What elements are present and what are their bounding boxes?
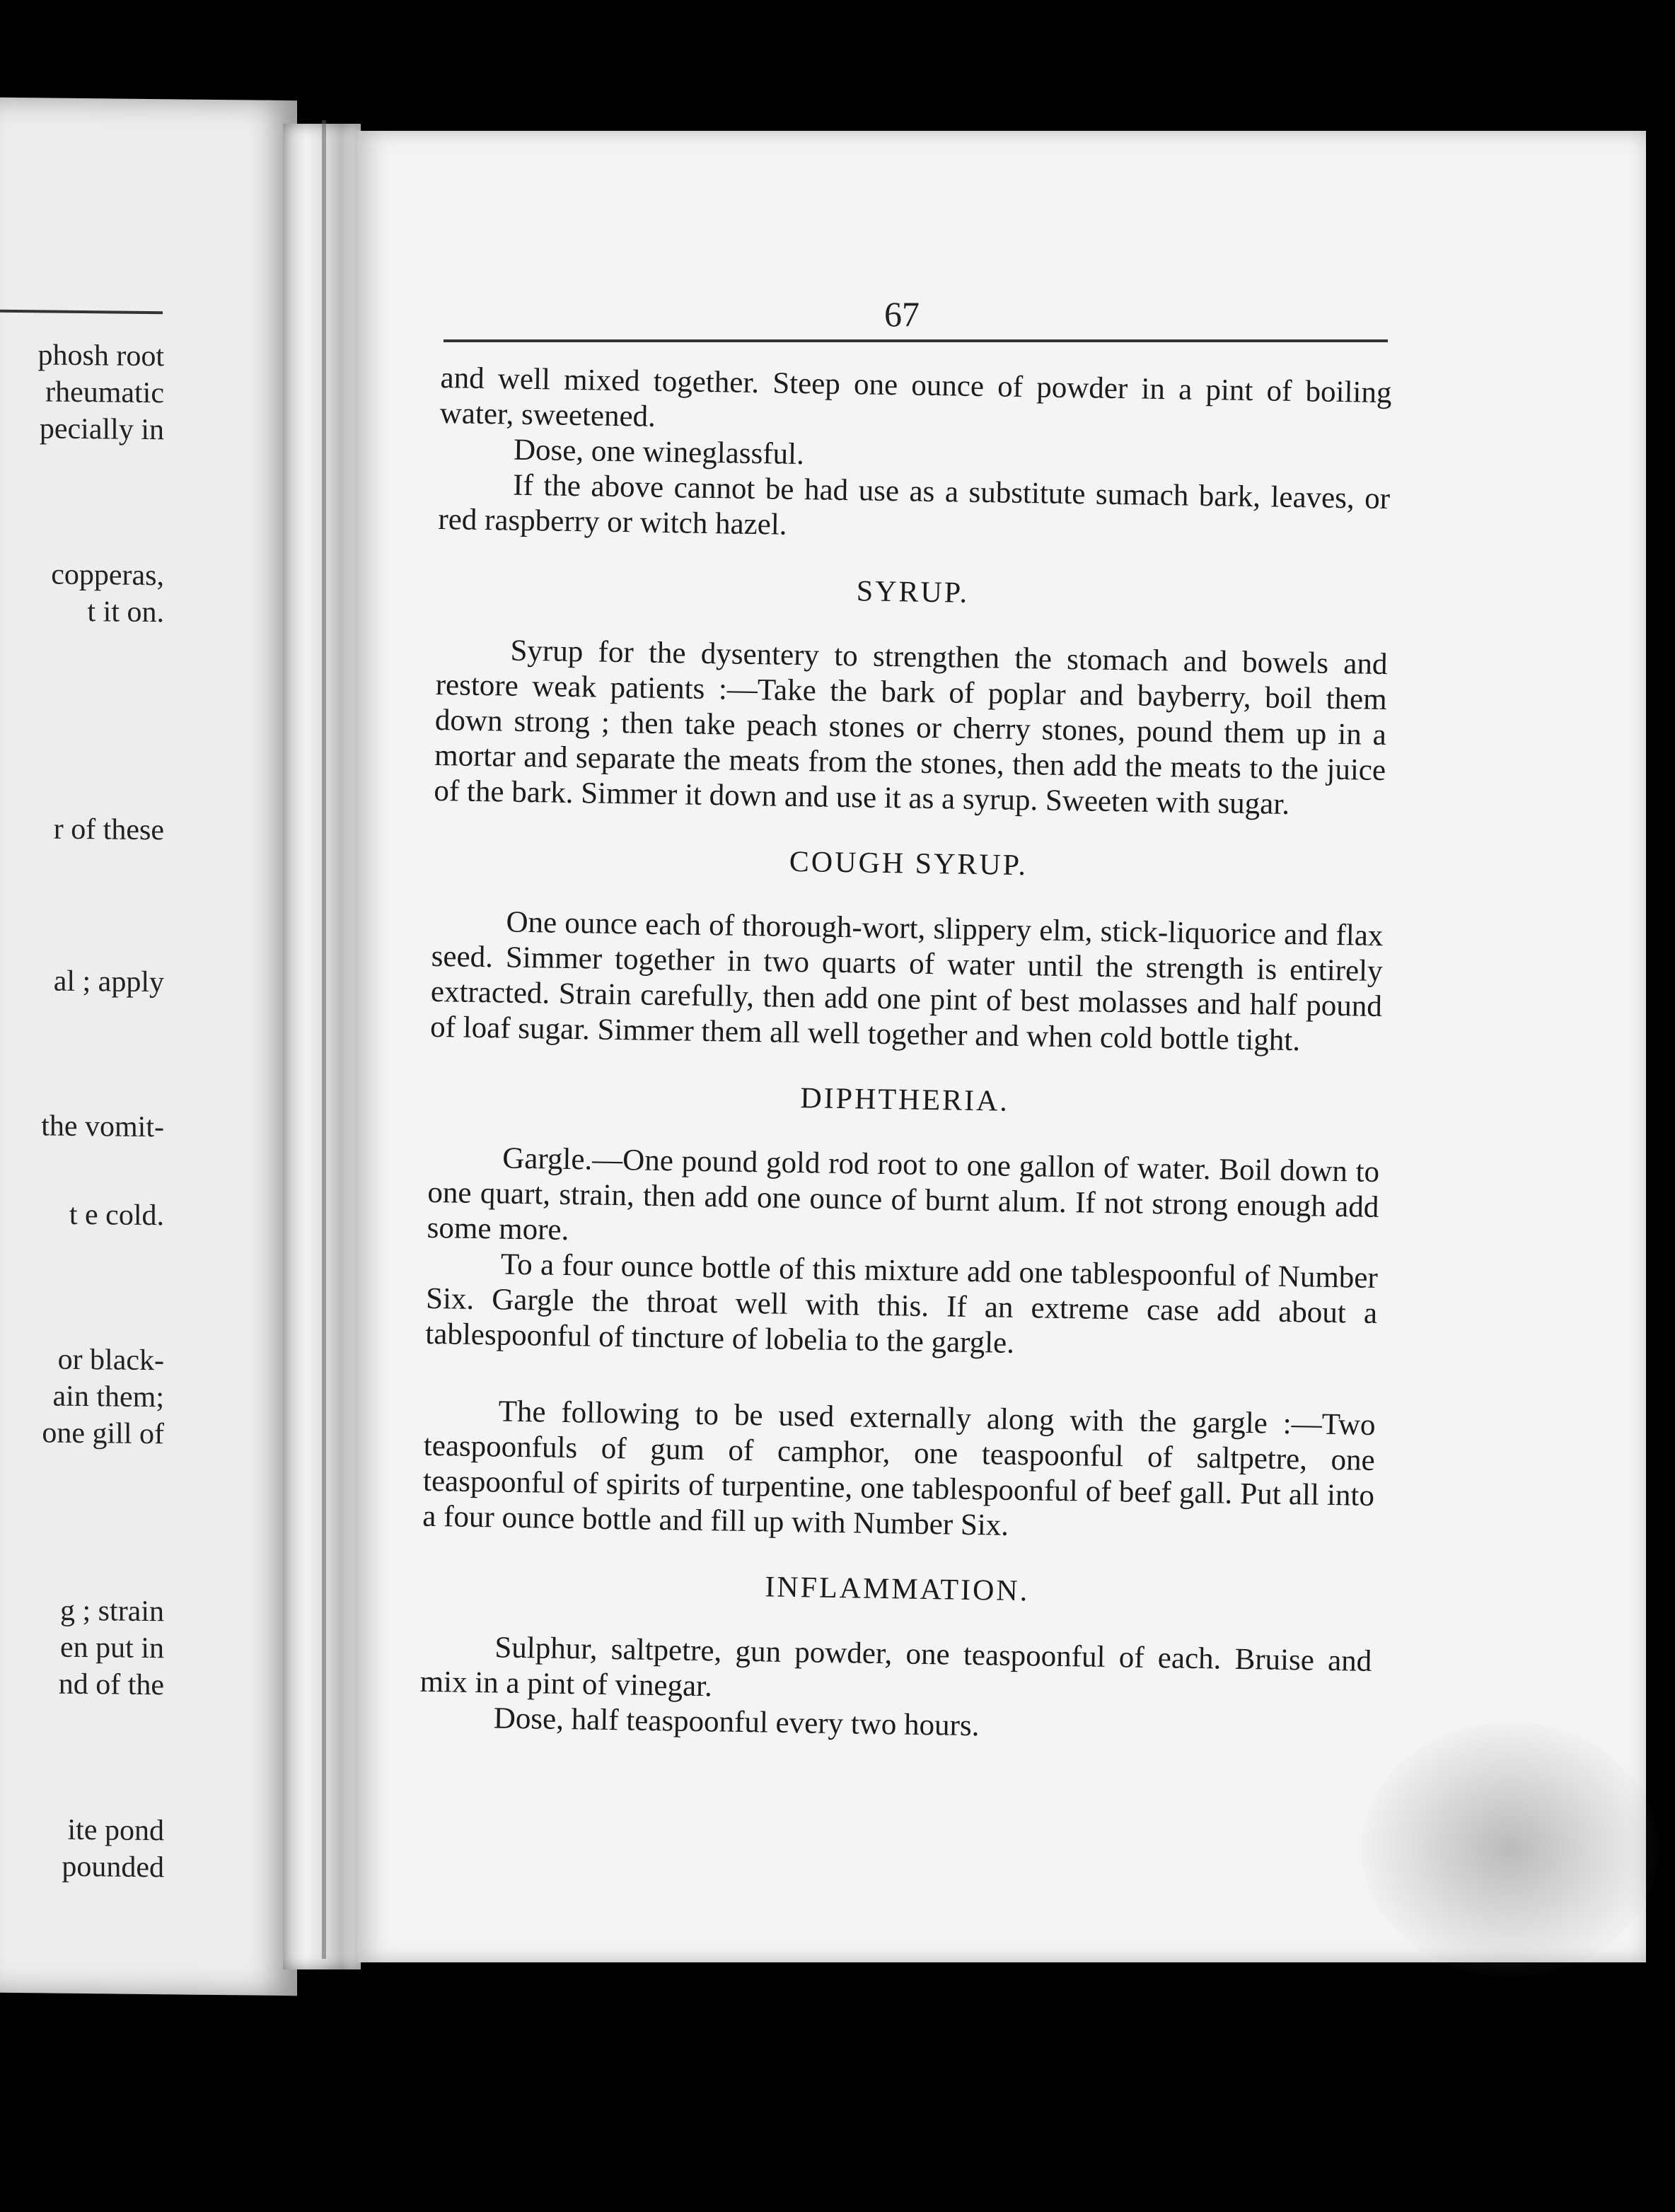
- spine-edge: [322, 120, 326, 1959]
- diphtheria-bottle: To a four ounce bottle of this mixture add one tablespoonful of Number Six. Gargle the throat well with this. If an extreme case add about a tablespoonful of tincture of lobelia to the gargle.: [425, 1247, 1379, 1360]
- section-heading-inflammation: INFLAMMATION.: [765, 1571, 1030, 1608]
- left-line: t e cold.: [69, 1198, 164, 1233]
- page-body: [419, 361, 1391, 1750]
- left-line: ite pond: [67, 1813, 164, 1848]
- left-line: nd of the: [58, 1667, 164, 1702]
- left-line: pecially in: [39, 412, 164, 447]
- diphtheria-gargle: Gargle.—One pound gold rod root to one gallon of water. Boil down to one quart, strain, then add one ounce of burnt alum. If not strong enough add some more.: [427, 1141, 1380, 1247]
- diphtheria-external: The following to be used externally along with the gargle :—Two teaspoonfuls of gum of camphor, one teaspoonful of saltpetre, one teaspoonful of spirits of turpentine, one tablespoonful of beef gall. Put all into a four ounce bottle and fill up with Number Six.: [422, 1395, 1376, 1542]
- left-line: t it on.: [87, 595, 164, 629]
- left-line: ain them;: [52, 1380, 164, 1414]
- left-line: pounded: [62, 1850, 164, 1885]
- syrup-paragraph: Syrup for the dysentery to strengthen the stomach and bowels and restore weak patients :—Take the bark of poplar and bayberry, boil them down strong ; then take peach stones or cherry stones, pound them up in a mortar and separate the meats from the stones, then add the meats to the juice of the bark. Simmer it down and use it as a syrup. Sweeten with sugar.: [434, 634, 1388, 821]
- intro-paragraph: and well mixed together. Steep one ounce of powder in a pint of boiling water, sweetened.: [439, 361, 1392, 433]
- page-number: 67: [884, 294, 920, 334]
- inflammation-paragraph: Sulphur, saltpetre, gun powder, one teaspoonful of each. Bruise and mix in a pint of vinegar.: [419, 1631, 1372, 1704]
- section-heading-cough-syrup: COUGH SYRUP.: [789, 845, 1028, 883]
- section-heading-syrup: SYRUP.: [856, 575, 970, 610]
- left-line: g ; strain: [60, 1594, 164, 1629]
- cough-syrup-paragraph: One ounce each of thorough-wort, slippery elm, stick-liquorice and flax seed. Simmer together in two quarts of water until the strength is entirely extracted. Strain carefully, then add one pint of best molasses and half pound of loaf sugar. Simmer them all well together and when cold bottle tight.: [429, 905, 1384, 1058]
- inflammation-dose: Dose, half teaspoonful every two hours.: [493, 1701, 980, 1743]
- left-page-rule: [0, 310, 163, 314]
- left-line: r of these: [53, 813, 164, 847]
- left-line: copperas,: [51, 558, 164, 593]
- right-page: [357, 131, 1646, 1962]
- section-heading-diphtheria: DIPHTHERIA.: [800, 1082, 1010, 1118]
- left-line: al ; apply: [53, 965, 164, 999]
- left-line: one gill of: [42, 1416, 164, 1451]
- left-line: en put in: [60, 1631, 164, 1665]
- intro-dose: Dose, one wineglassful.: [513, 433, 805, 472]
- left-page: [0, 98, 297, 1996]
- header-rule: [444, 339, 1388, 342]
- left-line: phosh root: [37, 339, 164, 373]
- intro-substitute: If the above cannot be had use as a substitute sumach bark, leaves, or red raspberry or witch hazel.: [438, 468, 1391, 542]
- page-stain: [1362, 1722, 1659, 1977]
- left-line: the vomit-: [41, 1110, 164, 1144]
- left-line: or black-: [57, 1343, 164, 1378]
- left-line: rheumatic: [45, 376, 164, 410]
